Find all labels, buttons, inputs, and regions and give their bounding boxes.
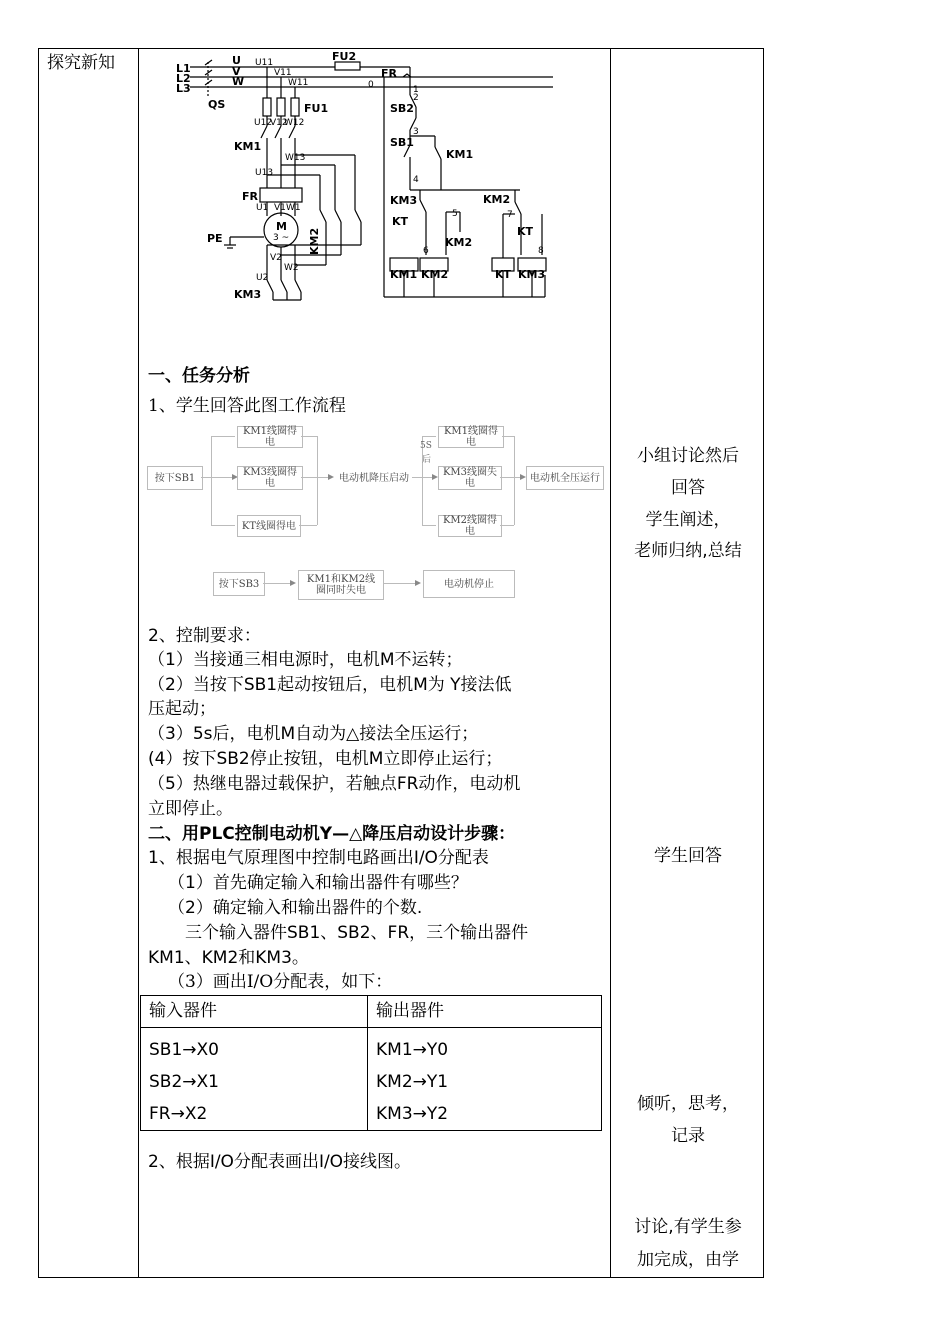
- io-table: [140, 995, 602, 1131]
- svg-text:KM2: KM2: [308, 227, 321, 255]
- svg-text:W: W: [232, 75, 245, 88]
- step-1: 1、根据电气原理图中控制电路画出I/O分配表: [148, 848, 489, 868]
- svg-text:2: 2: [413, 93, 419, 103]
- svg-text:U13: U13: [255, 168, 274, 178]
- svg-text:L3: L3: [176, 82, 191, 95]
- svg-text:V2: V2: [270, 253, 282, 263]
- flow-motor-reduced: 电动机降压启动: [334, 466, 414, 490]
- svg-text:SB2: SB2: [390, 102, 414, 115]
- svg-text:4: 4: [413, 175, 419, 185]
- svg-text:PE: PE: [207, 232, 223, 245]
- svg-text:QS: QS: [208, 98, 226, 111]
- right-note-1d: 老师归纳,总结: [634, 541, 742, 561]
- svg-text:5: 5: [452, 209, 458, 219]
- svg-text:FU2: FU2: [332, 50, 357, 63]
- req-5a: （5）热继电器过载保护，若触点FR动作，电动机: [148, 774, 521, 794]
- table-border-top: [38, 48, 764, 49]
- req-4: (4）按下SB2停止按钮，电机M立即停止运行；: [148, 749, 503, 769]
- flow-km3-on: KM3线圈得电: [237, 466, 303, 490]
- flow-motor-stop: 电动机停止: [423, 570, 515, 598]
- flow-connector: [211, 525, 235, 526]
- flow-arrow: [415, 580, 421, 586]
- flow-connector: [412, 477, 422, 478]
- right-note-1a: 小组讨论然后: [637, 446, 739, 466]
- svg-text:0: 0: [368, 80, 374, 90]
- svg-text:3 ~: 3 ~: [273, 233, 290, 243]
- io-inputs: [141, 1028, 368, 1131]
- step-1c-line2: KM1、KM2和KM3。: [148, 948, 309, 968]
- svg-text:KT: KT: [495, 268, 512, 281]
- flow-arrow: [290, 580, 296, 586]
- svg-text:W11: W11: [288, 78, 309, 88]
- flow-delay-a: 5S: [420, 441, 432, 451]
- flow-press-sb3: 按下SB3: [213, 572, 265, 596]
- section1-heading: 一、任务分析: [148, 366, 250, 386]
- svg-text:8: 8: [538, 246, 544, 256]
- io-output-row: KM3→Y2: [376, 1104, 449, 1124]
- svg-text:V1: V1: [274, 203, 286, 213]
- svg-text:U12: U12: [254, 118, 273, 128]
- table-divider-1: [138, 48, 139, 1278]
- svg-text:7: 7: [507, 210, 513, 220]
- svg-text:KM3: KM3: [518, 268, 546, 281]
- svg-text:KM2: KM2: [483, 193, 511, 206]
- svg-text:V: V: [232, 65, 241, 78]
- svg-text:W1: W1: [286, 203, 301, 213]
- flow-km1-on-2: KM1线圈得电: [438, 426, 504, 448]
- right-note-3a: 倾听，思考，: [637, 1094, 739, 1114]
- flow-connector: [211, 436, 235, 437]
- svg-text:U2: U2: [256, 273, 269, 283]
- circuit-diagram: [170, 50, 560, 312]
- svg-text:SB1: SB1: [390, 136, 414, 149]
- svg-text:1: 1: [413, 85, 419, 95]
- svg-text:FU1: FU1: [304, 102, 329, 115]
- svg-text:KM1: KM1: [234, 140, 262, 153]
- flow-connector: [422, 436, 436, 437]
- svg-text:L2: L2: [176, 72, 191, 85]
- svg-text:W13: W13: [285, 153, 306, 163]
- svg-text:KM3: KM3: [390, 194, 418, 207]
- svg-text:KT: KT: [517, 225, 534, 238]
- flow-connector: [500, 525, 514, 526]
- flow-km2-on: KM2线圈得电: [438, 515, 502, 537]
- io-input-row: SB2→X1: [149, 1072, 219, 1092]
- flow-connector: [201, 477, 211, 478]
- svg-text:3: 3: [413, 127, 419, 137]
- flow-press-sb1: 按下SB1: [147, 466, 203, 490]
- io-input-row: FR→X2: [149, 1104, 208, 1124]
- svg-text:6: 6: [423, 246, 429, 256]
- section2-heading: 二、用PLC控制电动机Y—△降压启动设计步骤：: [148, 824, 516, 844]
- flow-connector: [299, 525, 317, 526]
- flow-connector: [514, 436, 515, 525]
- svg-text:W12: W12: [284, 118, 305, 128]
- flow-km3-off: KM3线圈失电: [438, 466, 502, 490]
- req-2a: （2）当按下SB1起动按钮后，电机M为 Y接法低: [148, 675, 512, 695]
- svg-text:KM1: KM1: [390, 268, 418, 281]
- flow-connector: [502, 436, 514, 437]
- right-note-4a: 讨论,有学生参: [634, 1217, 742, 1237]
- svg-text:U1: U1: [256, 203, 269, 213]
- right-note-3b: 记录: [671, 1126, 705, 1146]
- flow-km12-off: [298, 570, 384, 600]
- flow-connector: [422, 525, 436, 526]
- step-1b: （2）确定输入和输出器件的个数.: [168, 898, 423, 918]
- req-2b: 压起动；: [148, 699, 216, 719]
- section-label: 探究新知: [47, 53, 115, 73]
- io-output-row: KM2→Y1: [376, 1072, 449, 1092]
- io-input-row: SB1→X0: [149, 1040, 219, 1060]
- step-1c-line1: 三个输入器件SB1、SB2、FR，三个输出器件: [185, 923, 529, 943]
- io-header-input: 输入器件: [141, 996, 368, 1028]
- table-divider-2: [610, 48, 611, 1278]
- req-3: （3）5s后，电机M自动为△接法全压运行；: [148, 724, 479, 744]
- io-output-row: KM1→Y0: [376, 1040, 449, 1060]
- step-1a: （1）首先确定输入和输出器件有哪些？: [168, 873, 468, 893]
- flow-connector: [317, 436, 318, 525]
- table-border-bottom: [38, 1277, 764, 1278]
- svg-text:V11: V11: [274, 68, 292, 78]
- svg-text:U: U: [232, 54, 241, 67]
- flow-km1-on: KM1线圈得电: [237, 426, 303, 448]
- req-title: 2、控制要求：: [148, 626, 261, 646]
- right-note-4b: 加完成，由学: [637, 1250, 739, 1270]
- io-header-output: 输出器件: [368, 996, 602, 1028]
- req-1: （1）当接通三相电源时，电机M不运转；: [148, 650, 463, 670]
- flow-connector: [211, 436, 212, 525]
- svg-text:FR: FR: [381, 67, 397, 80]
- svg-text:W2: W2: [284, 263, 299, 273]
- svg-text:L1: L1: [176, 62, 191, 75]
- svg-text:KM2: KM2: [421, 268, 449, 281]
- flow-connector: [384, 583, 416, 584]
- svg-text:FR: FR: [242, 190, 258, 203]
- flow-delay-b: 后: [422, 455, 432, 465]
- flow-kt-on: KT线圈得电: [237, 515, 301, 537]
- step-1d: （3）画出I/O分配表，如下：: [168, 972, 393, 992]
- flow-connector: [301, 436, 317, 437]
- svg-text:V12: V12: [270, 118, 288, 128]
- right-note-1b: 回答: [671, 478, 705, 498]
- svg-text:KM3: KM3: [234, 288, 262, 301]
- req-5b: 立即停止。: [148, 799, 233, 819]
- flow-motor-full: 电动机全压运行: [526, 466, 604, 490]
- flow-km12-off-line1: KM1和KM2线: [306, 574, 376, 585]
- flow-connector: [263, 583, 291, 584]
- svg-text:U11: U11: [255, 58, 274, 68]
- svg-text:M: M: [276, 220, 287, 233]
- table-border-right: [763, 48, 764, 1278]
- question-1: 1、学生回答此图工作流程: [148, 396, 346, 416]
- table-border-left: [38, 48, 39, 1278]
- svg-text:KT: KT: [392, 215, 409, 228]
- flow-connector: [301, 477, 317, 478]
- right-note-1c: 学生阐述，: [645, 510, 731, 530]
- svg-text:KM2: KM2: [445, 236, 473, 249]
- right-note-2: 学生回答: [654, 846, 722, 866]
- step-2: 2、根据I/O分配表画出I/O接线图。: [148, 1152, 412, 1172]
- flow-km12-off-line2: 圈同时失电: [316, 585, 366, 596]
- flow-connector: [500, 477, 514, 478]
- io-outputs: [368, 1028, 602, 1131]
- svg-text:KM1: KM1: [446, 148, 474, 161]
